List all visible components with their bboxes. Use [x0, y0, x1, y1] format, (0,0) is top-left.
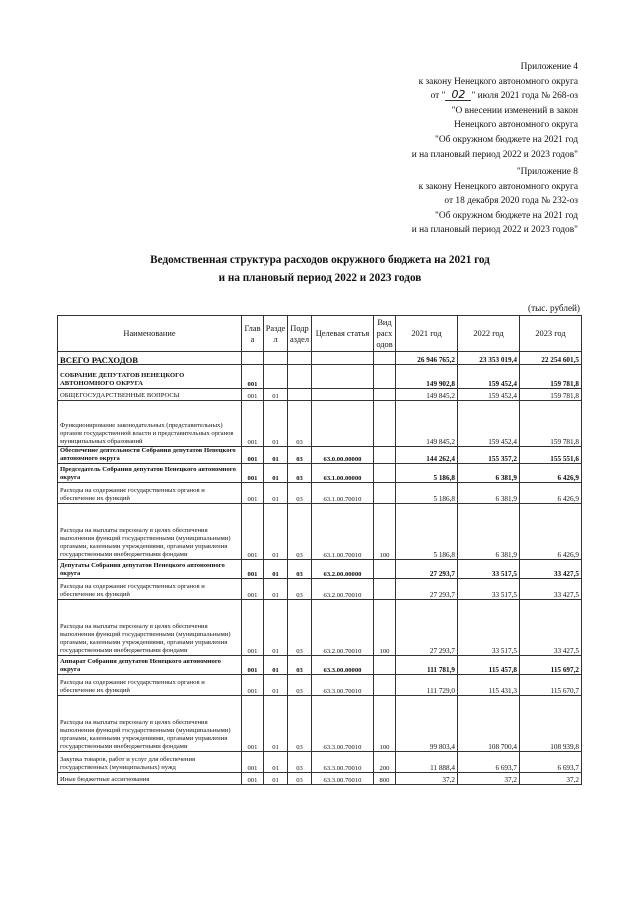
table-row [58, 675, 582, 696]
row-2023: 159 781,8 [520, 401, 582, 447]
row-target-article [312, 365, 374, 389]
row-2023: 6 426,9 [520, 464, 582, 483]
appendix-4-line-3 [412, 89, 578, 104]
row-2021: 11 888,4 [396, 752, 458, 773]
row-podrazdel: 03 [288, 464, 312, 483]
row-expense-type [374, 401, 396, 447]
row-target-article: 63.1.00.00000 [312, 464, 374, 483]
row-2021: 5 186,8 [396, 504, 458, 560]
row-expense-type: 100 [374, 600, 396, 656]
table-row [58, 483, 582, 504]
header-glava: Глав а [242, 316, 264, 352]
row-podrazdel: 03 [288, 752, 312, 773]
row-expense-type [374, 675, 396, 696]
row-razdel: 01 [264, 504, 288, 560]
row-target-article: 63.3.00.70010 [312, 675, 374, 696]
row-2023: 108 939,8 [520, 696, 582, 752]
table-row [58, 464, 582, 483]
row-2021: 27 293,7 [396, 579, 458, 600]
table-row [58, 365, 582, 389]
row-target-article [312, 352, 374, 365]
row-expense-type [374, 365, 396, 389]
row-target-article: 63.3.00.70010 [312, 752, 374, 773]
row-glava: 001 [242, 675, 264, 696]
row-razdel: 01 [264, 464, 288, 483]
row-glava: 001 [242, 696, 264, 752]
row-glava: 001 [242, 401, 264, 447]
document-title [0, 251, 640, 287]
row-razdel: 01 [264, 483, 288, 504]
row-name: Аппарат Собрания депутатов Ненецкого автономного округа [58, 656, 242, 675]
row-name: Иные бюджетные ассигнования [58, 773, 242, 785]
row-name: ОБЩЕГОСУДАРСТВЕННЫЕ ВОПРОСЫ [58, 389, 242, 401]
table-row [58, 696, 582, 752]
row-2023: 33 427,5 [520, 579, 582, 600]
row-glava: 001 [242, 752, 264, 773]
table-row [58, 600, 582, 656]
row-target-article: 63.2.00.00000 [312, 560, 374, 579]
row-2022: 155 357,2 [458, 447, 520, 464]
row-expense-type [374, 579, 396, 600]
row-podrazdel [288, 352, 312, 365]
row-2023: 115 697,2 [520, 656, 582, 675]
row-podrazdel: 03 [288, 675, 312, 696]
row-glava: 001 [242, 389, 264, 401]
row-glava [242, 352, 264, 365]
row-expense-type [374, 656, 396, 675]
row-2022: 6 381,9 [458, 464, 520, 483]
row-name: Расходы на содержание государственных органов и обеспечение их функций [58, 483, 242, 504]
appendix-4-line-6: "Об окружном бюджете на 2021 год [435, 134, 578, 145]
row-2023: 159 781,8 [520, 365, 582, 389]
header-2022: 2022 год [458, 316, 520, 352]
appendix-4-line-5: Ненецкого автономного округа [454, 120, 578, 131]
table-row [58, 656, 582, 675]
appendix-4-date-prefix: от " [430, 91, 446, 102]
row-2021: 111 729,0 [396, 675, 458, 696]
row-podrazdel [288, 365, 312, 389]
row-2021: 27 293,7 [396, 600, 458, 656]
row-razdel [264, 365, 288, 389]
row-razdel: 01 [264, 560, 288, 579]
title-line-2: и на плановый период 2022 и 2023 годов [218, 272, 422, 284]
row-2021: 144 262,4 [396, 447, 458, 464]
row-2021: 26 946 765,2 [396, 352, 458, 365]
header-2023: 2023 год [520, 316, 582, 352]
table-row [58, 752, 582, 773]
appendix-4-line-7: и на плановый период 2022 и 2023 годов" [411, 149, 578, 160]
row-target-article: 63.3.00.70010 [312, 773, 374, 785]
row-podrazdel: 03 [288, 401, 312, 447]
row-2023: 37,2 [520, 773, 582, 785]
row-2022: 37,2 [458, 773, 520, 785]
row-expense-type [374, 447, 396, 464]
appendix-8-header [412, 165, 578, 238]
table-row [58, 560, 582, 579]
appendix-8-line-5: и на плановый период 2022 и 2023 годов" [411, 225, 578, 236]
row-podrazdel: 03 [288, 696, 312, 752]
appendix-8-line-4: "Об окружном бюджете на 2021 год [435, 210, 578, 221]
header-expense-type: Вид расх одов [374, 316, 396, 352]
table-row [58, 389, 582, 401]
appendix-4-line-4: "О внесении изменений в закон [451, 105, 578, 116]
row-2022: 115 431,3 [458, 675, 520, 696]
row-2023: 33 427,5 [520, 560, 582, 579]
row-expense-type [374, 464, 396, 483]
row-podrazdel: 03 [288, 773, 312, 785]
row-2021: 111 781,9 [396, 656, 458, 675]
row-glava: 001 [242, 504, 264, 560]
handwritten-day: 02 [445, 90, 471, 101]
row-2022: 115 457,8 [458, 656, 520, 675]
budget-table [57, 315, 582, 785]
row-glava: 001 [242, 600, 264, 656]
row-name: Расходы на содержание государственных органов и обеспечение их функций [58, 675, 242, 696]
row-2023: 33 427,5 [520, 600, 582, 656]
row-glava: 001 [242, 579, 264, 600]
row-expense-type [374, 483, 396, 504]
row-razdel: 01 [264, 579, 288, 600]
row-name: ВСЕГО РАСХОДОВ [58, 352, 242, 365]
row-name: СОБРАНИЕ ДЕПУТАТОВ НЕНЕЦКОГО АВТОНОМНОГО ОКРУГА [58, 365, 242, 389]
row-razdel: 01 [264, 675, 288, 696]
row-expense-type: 100 [374, 504, 396, 560]
row-glava: 001 [242, 656, 264, 675]
row-razdel: 01 [264, 773, 288, 785]
row-name: Функционирование законодательных (представительных) органов государственной власти и представительных органов муниципальных образований [58, 401, 242, 447]
title-line-1: Ведомственная структура расходов окружного бюджета на 2021 год [150, 254, 490, 266]
row-2023: 155 551,6 [520, 447, 582, 464]
row-podrazdel: 03 [288, 656, 312, 675]
row-target-article: 63.2.00.70010 [312, 579, 374, 600]
row-podrazdel: 03 [288, 447, 312, 464]
table-header-row [58, 316, 582, 352]
table-row [58, 504, 582, 560]
row-name: Расходы на выплаты персоналу в целях обеспечения выполнения функций государственными (муниципальными) органами, казенными учреждениями, органами управления государственными внебюджетными фондами [58, 696, 242, 752]
appendix-4-line-2: к закону Ненецкого автономного округа [418, 76, 578, 87]
row-target-article: 63.0.00.00000 [312, 447, 374, 464]
header-2021: 2021 год [396, 316, 458, 352]
row-name: Депутаты Собрания депутатов Ненецкого автономного округа [58, 560, 242, 579]
row-2023: 6 426,9 [520, 504, 582, 560]
row-glava: 001 [242, 365, 264, 389]
appendix-8-line-1: "Приложение 8 [516, 167, 578, 177]
row-2021: 149 902,8 [396, 365, 458, 389]
row-podrazdel: 03 [288, 579, 312, 600]
table-row [58, 401, 582, 447]
row-2021: 99 803,4 [396, 696, 458, 752]
table-row [58, 447, 582, 464]
appendix-4-date-suffix: " июля 2021 года № 268-оз [471, 91, 578, 102]
row-target-article: 63.3.00.70010 [312, 696, 374, 752]
row-glava: 001 [242, 773, 264, 785]
row-2022: 159 452,4 [458, 389, 520, 401]
row-name: Закупка товаров, работ и услуг для обеспечения государственных (муниципальных) нужд [58, 752, 242, 773]
row-razdel: 01 [264, 401, 288, 447]
row-2021: 149 845,2 [396, 401, 458, 447]
row-podrazdel [288, 389, 312, 401]
row-podrazdel: 03 [288, 504, 312, 560]
row-2023: 6 693,7 [520, 752, 582, 773]
row-expense-type [374, 560, 396, 579]
row-razdel: 01 [264, 696, 288, 752]
row-expense-type [374, 389, 396, 401]
appendix-4-line-1: Приложение 4 [520, 62, 578, 72]
appendix-4-header [412, 60, 578, 162]
row-2022: 33 517,5 [458, 579, 520, 600]
row-2022: 23 353 019,4 [458, 352, 520, 365]
header-target-article: Целевая статья [312, 316, 374, 352]
row-2022: 6 381,9 [458, 483, 520, 504]
header-name: Наименование [58, 316, 242, 352]
row-expense-type [374, 352, 396, 365]
row-2022: 159 452,4 [458, 401, 520, 447]
row-name: Обеспечение деятельности Собрания депутатов Ненецкого автономного округа [58, 447, 242, 464]
row-name: Расходы на содержание государственных органов и обеспечение их функций [58, 579, 242, 600]
row-target-article: 63.2.00.70010 [312, 600, 374, 656]
row-2022: 33 517,5 [458, 560, 520, 579]
row-glava: 001 [242, 483, 264, 504]
table-row [58, 352, 582, 365]
appendix-8-line-3: от 18 декабря 2020 года № 232-оз [444, 196, 578, 207]
row-razdel: 01 [264, 752, 288, 773]
row-2021: 27 293,7 [396, 560, 458, 579]
row-expense-type: 100 [374, 696, 396, 752]
row-razdel [264, 352, 288, 365]
table-row [58, 773, 582, 785]
row-2022: 6 381,9 [458, 504, 520, 560]
row-2021: 149 845,2 [396, 389, 458, 401]
row-2022: 108 700,4 [458, 696, 520, 752]
row-2022: 159 452,4 [458, 365, 520, 389]
row-name: Расходы на выплаты персоналу в целях обеспечения выполнения функций государственными (муниципальными) органами, казенными учреждениями, органами управления государственными внебюджетными фондами [58, 600, 242, 656]
row-razdel: 01 [264, 447, 288, 464]
row-razdel: 01 [264, 389, 288, 401]
row-expense-type: 200 [374, 752, 396, 773]
row-2023: 159 781,8 [520, 389, 582, 401]
row-2022: 6 693,7 [458, 752, 520, 773]
row-razdel: 01 [264, 600, 288, 656]
row-2023: 6 426,9 [520, 483, 582, 504]
units-note: (тыс. рублей) [528, 303, 580, 313]
row-glava: 001 [242, 464, 264, 483]
row-name: Председатель Собрания депутатов Ненецкого автономного округа [58, 464, 242, 483]
row-expense-type: 800 [374, 773, 396, 785]
row-target-article: 63.3.00.00000 [312, 656, 374, 675]
row-glava: 001 [242, 447, 264, 464]
row-2021: 5 186,8 [396, 483, 458, 504]
appendix-8-line-2: к закону Ненецкого автономного округа [418, 181, 578, 192]
row-2023: 22 254 601,5 [520, 352, 582, 365]
row-podrazdel: 03 [288, 600, 312, 656]
row-2021: 37,2 [396, 773, 458, 785]
row-target-article [312, 389, 374, 401]
row-2022: 33 517,5 [458, 600, 520, 656]
row-target-article [312, 401, 374, 447]
row-target-article: 63.1.00.70010 [312, 483, 374, 504]
header-podrazdel: Подр аздел [288, 316, 312, 352]
table-row [58, 579, 582, 600]
row-podrazdel: 03 [288, 560, 312, 579]
row-glava: 001 [242, 560, 264, 579]
row-podrazdel: 03 [288, 483, 312, 504]
header-razdel: Разде л [264, 316, 288, 352]
row-name: Расходы на выплаты персоналу в целях обеспечения выполнения функций государственными (муниципальными) органами, казенными учреждениями, органами управления государственными внебюджетными фондами [58, 504, 242, 560]
row-2023: 115 670,7 [520, 675, 582, 696]
row-target-article: 63.1.00.70010 [312, 504, 374, 560]
row-2021: 5 186,8 [396, 464, 458, 483]
row-razdel: 01 [264, 656, 288, 675]
